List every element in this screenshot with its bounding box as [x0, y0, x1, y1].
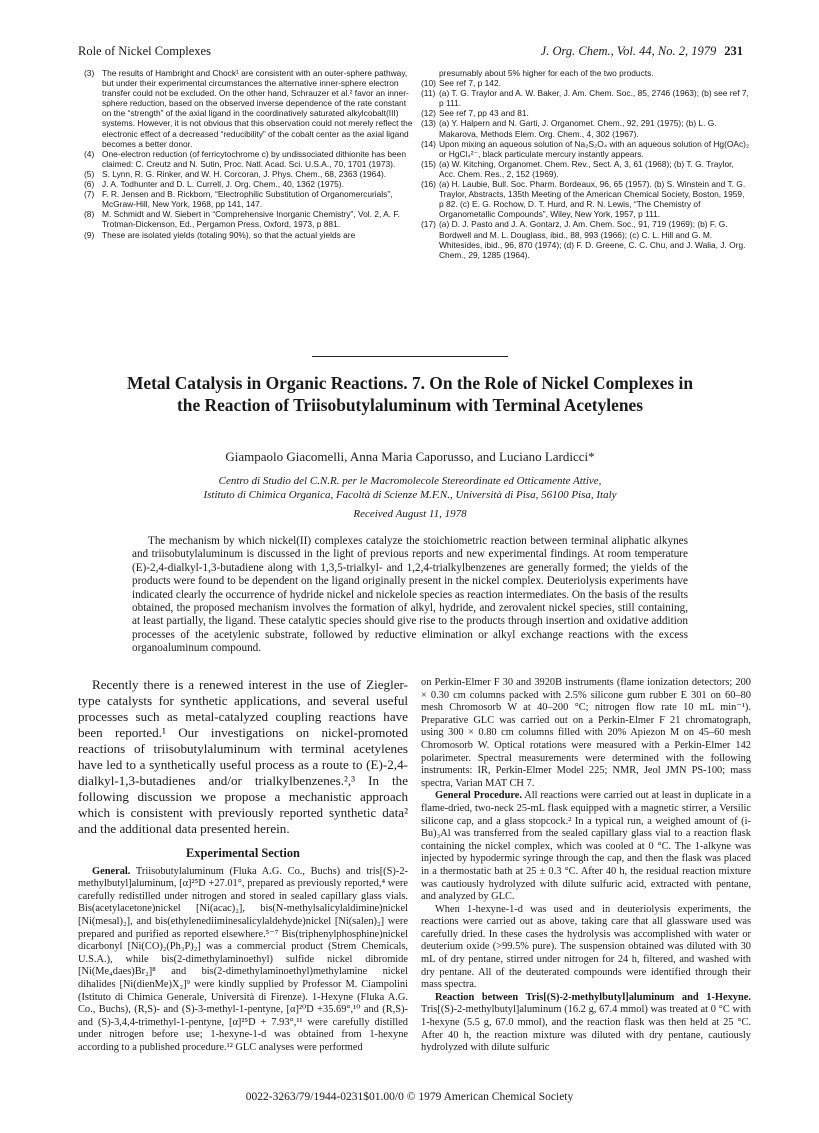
reference-text: One-electron reduction (of ferricytochrome c) by undissociated dithionite has been claimed: C. Creutz and N. Sutin, Proc. Natl. Acad. Sci. U.S.A., 70, 1701 (1973).: [102, 148, 406, 169]
references-left-column: [84, 68, 414, 240]
reference-number: (7): [84, 189, 95, 200]
reference-number: (12): [421, 108, 436, 119]
reference-text: (a) Y. Halpern and N. Garti, J. Organomet. Chem., 92, 291 (1975); (b) L. G. Makarova, Methods Elem. Org. Chem., 4, 302 (1967).: [439, 118, 717, 139]
reference-text: The results of Hambright and Chock¹ are consistent with an outer-sphere pathway, but under their experimental circumstances the alternative inner-sphere electron transfer could not be excluded. On the other hand, Schrauzer et al.² favor an inner-sphere reduction, based on the observed inverse dependence of the rate constant on the “strength” of the axial ligand in the coordinatively saturated alkylcobalt(III) systems. However, it is not obvious that this observation could not merely reflect the electronic effect of a decreased “reducibility” of the cobalt center as the axial ligand becomes a better donor.: [102, 68, 413, 149]
reference-number: (9): [84, 229, 95, 240]
instruments-paragraph: on Perkin-Elmer F 30 and 3920B instruments (flame ionization detectors; 200 × 0.30 cm columns packed with 2.5% silicone gum rubber E 301 on 60–80 mesh Chromosorb W at 40–200 °C; nitrogen flow rate 10 mL min⁻¹). Preparative GLC was carried out on a Perkin-Elmer F 21 chromatograph, using 300 × 0.80 cm columns filled with 20% Apiezon M on 45–60 mesh Chromosorb W. Optical rotations were measured with a Perkin-Elmer 142 polarimeter. Spectral measurements were determined with the following instruments: IR, Perkin-Elmer Model 225; NMR, Jeol JMN PS-100; mass spectra, Varian MAT CH 7.: [421, 677, 751, 789]
reference-item: [84, 230, 414, 240]
reference-item: [421, 78, 751, 88]
affiliation-line-1: Centro di Studio del C.N.R. per le Macromolecole Stereordinate ed Otticamente Attive,: [218, 475, 602, 487]
reaction-paragraph: [421, 992, 751, 1055]
reference-item: [421, 68, 751, 78]
copyright-footer: 0022-3263/79/1944-0231$01.00/0 © 1979 American Chemical Society: [245, 1091, 574, 1103]
run-in-heading: Reaction between Tris[(S)-2-methylbutyl]aluminum and 1-Hexyne.: [435, 991, 751, 1003]
reference-item: [421, 159, 751, 179]
reference-item: [421, 139, 751, 159]
reference-number: (15): [421, 158, 436, 169]
reference-text: (a) D. J. Pasto and J. A. Gontarz, J. Am. Chem. Soc., 91, 719 (1969); (b) F. G. Bordwell and M. L. Douglass, ibid., 88, 993 (1966); (c) C. L. Hill and G. M. Whitesides, ibid., 96, 870 (1974); (d) F. D. Greene, C. C. Chu, and J. Walia, J. Org. Chem., 29, 1285 (1964).: [439, 219, 746, 260]
section-divider: [312, 356, 508, 357]
body-left-column: [78, 677, 408, 1055]
reference-item: [84, 179, 414, 189]
reference-number: (16): [421, 179, 436, 190]
reference-text: See ref 7, p 142.: [439, 78, 501, 89]
reference-text: Upon mixing an aqueous solution of Na₂S₂O₄ with an aqueous solution of Hg(OAc)₂ or HgCl₄²⁻, black particulate mercury instantly appears.: [439, 138, 750, 159]
reference-number: [421, 68, 439, 78]
general-paragraph: [78, 866, 408, 1055]
introduction-paragraph: Recently there is a renewed interest in the use of Ziegler-type catalysts for synthetic applications, and several useful processes such as metal-catalyzed coupling reactions have been reported.¹ Our investigations on nickel-promoted reactions of triisobutylaluminum with terminal acetylenes have led to a synthetically useful process as a route to (E)-2,4-dialkyl-1,3-butadienes and/or trialkylbenzenes.²,³ In the following discussion we propose a mechanistic approach which is consistent with previously reported synthetic data² and the additional data presented herein.: [78, 677, 408, 836]
received-date: Received August 11, 1978: [353, 508, 467, 520]
article-title: Metal Catalysis in Organic Reactions. 7. On the Role of Nickel Complexes in the Reaction of Triisobutylaluminum with Terminal Acetylenes: [126, 373, 694, 415]
body-right-column: [421, 677, 751, 1055]
page-number: 231: [724, 44, 743, 58]
references-right-column: [421, 68, 751, 260]
section-heading: Experimental Section: [186, 846, 300, 860]
reference-item: [421, 179, 751, 219]
reference-item: [84, 169, 414, 179]
reference-number: (3): [84, 68, 95, 78]
reference-text: See ref 7, pp 43 and 81.: [439, 108, 529, 119]
abstract: The mechanism by which nickel(II) complexes catalyze the stoichiometric reaction between terminal aliphatic alkynes and triisobutylaluminum is discussed in the light of previous reports and new experimental findings. At room temperature (E)-2,4-dialkyl-1,3-butadiene along with 1,3,5-trialkyl- and 1,2,4-trialkylbenzenes are generally formed; the yields of the products were found to be dependent on the ligand originally present in the nickel complex. Deuteriolysis experiments have indicated clearly the occurrence of hydride nickel and nickelole species as reaction intermediates. On the basis of the results obtained, the proposed mechanism involves the formation of alkyl, hydride, and zerovalent nickel species, still containing, at least partially, the ligand. These catalytic species should give rise to the products through insertion and oxidative addition processes of the acetylenic substrate, followed by reductive elimination or alkyl exchange reactions with the excess organoaluminum compound.: [132, 535, 688, 655]
reference-item: [84, 149, 414, 169]
reference-item: [421, 118, 751, 138]
paragraph-text: Triisobutylaluminum (Fluka A.G. Co., Buchs) and tris[(S)-2-methylbutyl]aluminum, [α]²⁵D +27.01°, prepared as previously reported,⁴ were carefully redistilled under nitrogen and stored in sealed capillary glass vials. Bis(acetylacetone)nickel [Ni(acac)₂], bis(N-methylsalicylaldimine)nickel [Ni(mesal)₂], and bis(ethylenediiminesalicylaldehyde)nickel [Ni(salen)₂] were prepared and purified as reported elsewhere.⁵⁻⁷ Bis(triphenylphosphine)nickel dicarbonyl [Ni(CO)₂(Ph₃P)₂] was a commercial product (Strem Chemicals, U.S.A.), while bis(2-dimethylaminoethyl) sulfide nickel dibromide [Ni(Me₄daes)Br₂]⁸ and bis(2-dimethylaminoethyl)methylamine nickel dihalides [Ni(dienMe)X₂]⁹ were kindly supplied by Professor M. Ciampolini (Istituto di Chimica Generale, Università di Firenze). 1-Hexyne (Fluka A.G. Co., Buchs), (R,S)- and (S)-3-methyl-1-pentyne, [α]²⁰D +35.69°,¹⁰ and (R,S)- and (S)-3,4,4-trimethyl-1-pentyne, [α]²⁵D + 7.93°,¹¹ were carefully distilled under nitrogen before use; 1-hexyne-1-d was obtained from 1-hexyne according to a published procedure.¹² GLC analyses were performed: [78, 865, 408, 1053]
reference-number: (13): [421, 118, 436, 129]
reference-number: (6): [84, 179, 95, 190]
deuteriolysis-paragraph: When 1-hexyne-1-d was used and in deuteriolysis experiments, the reactions were carried out as above, taking care that all glassware used was carefully dried. In these cases the hydrolysis was accomplished with water or deuterium oxide (>99.5% pure). The suspension obtained was diluted with 30 mL of dry pentane, stirred under nitrogen for 24 h, filtered, and washed with dry pentane. All of the deuterated compounds were identified through their mass spectra.: [421, 903, 751, 991]
reference-number: (10): [421, 78, 436, 89]
reference-number: (14): [421, 138, 436, 149]
reference-item: [84, 68, 414, 149]
reference-number: (5): [84, 168, 95, 179]
running-head: Role of Nickel Complexes: [78, 44, 211, 58]
paragraph-text: Tris[(S)-2-methylbutyl]aluminum (16.2 g, 67.4 mmol) was treated at 0 °C with 1-hexyne (5.5 g, 67.0 mmol), and the reaction flask was then held at 25 °C. After 40 h, the reaction mixture was diluted with dry pentane, cautiously hydrolyzed with dilute sulfuric: [421, 1004, 751, 1054]
reference-text: (a) W. Kitching, Organomet. Chem. Rev., Sect. A, 3, 61 (1968); (b) T. G. Traylor, Acc. Chem. Res., 2, 152 (1969).: [439, 158, 734, 179]
reference-text: J. A. Todhunter and D. L. Currell, J. Org. Chem., 40, 1362 (1975).: [102, 179, 344, 190]
reference-item: [421, 219, 751, 259]
reference-number: (4): [84, 148, 95, 159]
author-list: Giampaolo Giacomelli, Anna Maria Caporusso, and Luciano Lardicci*: [225, 449, 595, 464]
paragraph-text: All reactions were carried out at least in duplicate in a flame-dried, two-neck 25-mL flask equipped with a magnetic stirrer, a Versilic silicone cap, and a glass stopcock.² In a typical run, a weighed amount of (i-Bu)₃Al was transferred from the sealed capillary glass vial to a reaction flask containing the nickel complex, which was cooled at 0 °C. The 1-alkyne was injected by hypodermic syringe through the cap, and then the flask was placed in a thermostatic bath at 25 ± 0.3 °C. After 40 h, the residual reaction mixture was cautiously hydrolyzed with dilute sulfuric acid, extracted with pentane, and analyzed by GLC.: [421, 790, 752, 903]
run-in-heading: General.: [92, 865, 131, 877]
reference-item: [84, 189, 414, 209]
reference-number: (8): [84, 209, 95, 220]
reference-text: These are isolated yields (totaling 90%), so that the actual yields are: [102, 229, 356, 240]
procedure-paragraph: [421, 790, 751, 903]
reference-item: [421, 88, 751, 108]
reference-item: [84, 209, 414, 229]
affiliation: [120, 474, 700, 502]
reference-number: (17): [421, 219, 436, 230]
affiliation-line-2: Istituto di Chimica Organica, Facoltà di Scienze M.F.N., Università di Pisa, 56100 Pisa, Italy: [203, 489, 617, 501]
run-in-heading: General Procedure.: [435, 790, 522, 802]
reference-text: S. Lynn, R. G. Rinker, and W. H. Corcoran, J. Phys. Chem., 68, 2363 (1964).: [102, 168, 387, 179]
reference-text: (a) H. Laubie, Bull. Soc. Pharm. Bordeaux, 96, 65 (1957). (b) S. Winstein and T. G. Traylor, Abstracts, 135th Meeting of the American Chemical Society, Boston, 1959, p 82. (c) E. G. Rochow, D. T. Hurd, and R. N. Lewis, “The Chemistry of Organometallic Compounds”, Wiley, New York, 1957, p 111.: [439, 179, 746, 220]
reference-number: (11): [421, 88, 436, 99]
reference-text: (a) T. G. Traylor and A. W. Baker, J. Am. Chem. Soc., 85, 2746 (1963); (b) see ref 7, p 111.: [439, 88, 749, 109]
reference-text: F. R. Jensen and B. Rickborn, “Electrophilic Substitution of Organomercurials”, McGraw-Hill, New York, 1968, pp 141, 147.: [102, 189, 393, 210]
reference-item: [421, 108, 751, 118]
journal-citation: [541, 44, 743, 59]
reference-text: M. Schmidt and W. Siebert in “Comprehensive Inorganic Chemistry”, Vol. 2, A. F. Trotman-Dickenson, Ed., Pergamon Press, Oxford, 1973, p 881.: [102, 209, 400, 230]
journal-ref: J. Org. Chem., Vol. 44, No. 2, 1979: [540, 44, 717, 58]
reference-text: presumably about 5% higher for each of the two products.: [439, 68, 654, 78]
